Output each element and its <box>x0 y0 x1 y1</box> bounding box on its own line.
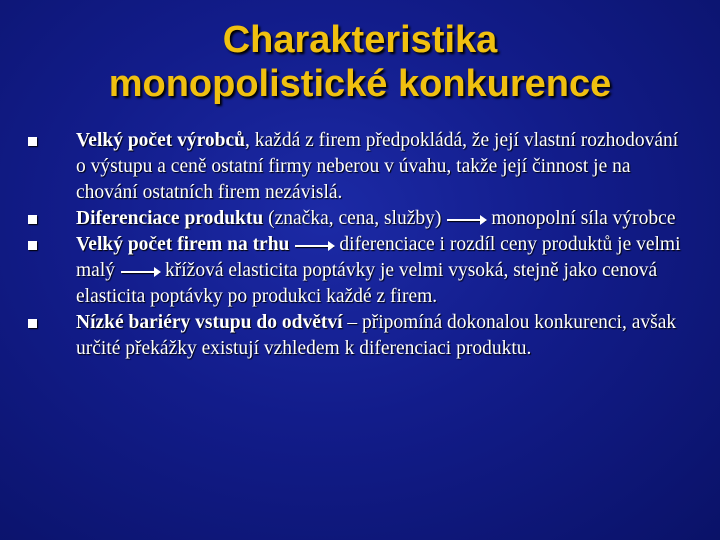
square-bullet-icon <box>28 319 37 328</box>
square-bullet-icon <box>28 137 37 146</box>
bullet-2-bold: Diferenciace produktu <box>76 208 264 229</box>
bullet-4-text: – připomíná dokonalou konkurenci, avšak určité překážky existují vzhledem k diferenciaci produktu. <box>76 312 677 359</box>
bullet-item-1 <box>22 128 692 206</box>
title-line-2: monopolistické konkurence <box>108 63 612 105</box>
bullet-item-4 <box>22 310 692 362</box>
right-arrow-icon <box>121 271 159 273</box>
bullet-item-3 <box>22 232 692 310</box>
bullet-item-2 <box>22 206 692 232</box>
bullet-3-after-arrow-2: křížová elasticita poptávky je velmi vysoká, stejně jako cenová elasticita poptávky po produkci každé z firem. <box>76 260 658 307</box>
right-arrow-icon <box>447 219 485 221</box>
bullet-4-bold: Nízké bariéry vstupu do odvětví <box>76 312 343 333</box>
bullet-2-after-arrow: monopolní síla výrobce <box>491 208 676 229</box>
bullet-3-after-arrow: diferenciace i rozdíl ceny produktů je velmi malý <box>76 234 681 281</box>
bullet-1-bold: Velký počet výrobců <box>76 130 246 151</box>
bullet-3-bold: Velký počet firem na trhu <box>76 234 290 255</box>
bullet-1-text: , každá z firem předpokládá, že její vlastní rozhodování o výstupu a ceně ostatní firmy neberou v úvahu, takže její činnost je na chování ostatních firem nezávislá. <box>76 130 679 203</box>
square-bullet-icon <box>28 241 37 250</box>
right-arrow-icon <box>295 245 333 247</box>
title-line-1: Charakteristika <box>222 19 498 61</box>
square-bullet-icon <box>28 215 37 224</box>
bullet-list <box>22 128 692 362</box>
bullet-2-text: (značka, cena, služby) <box>263 208 442 229</box>
slide-title <box>0 18 720 106</box>
